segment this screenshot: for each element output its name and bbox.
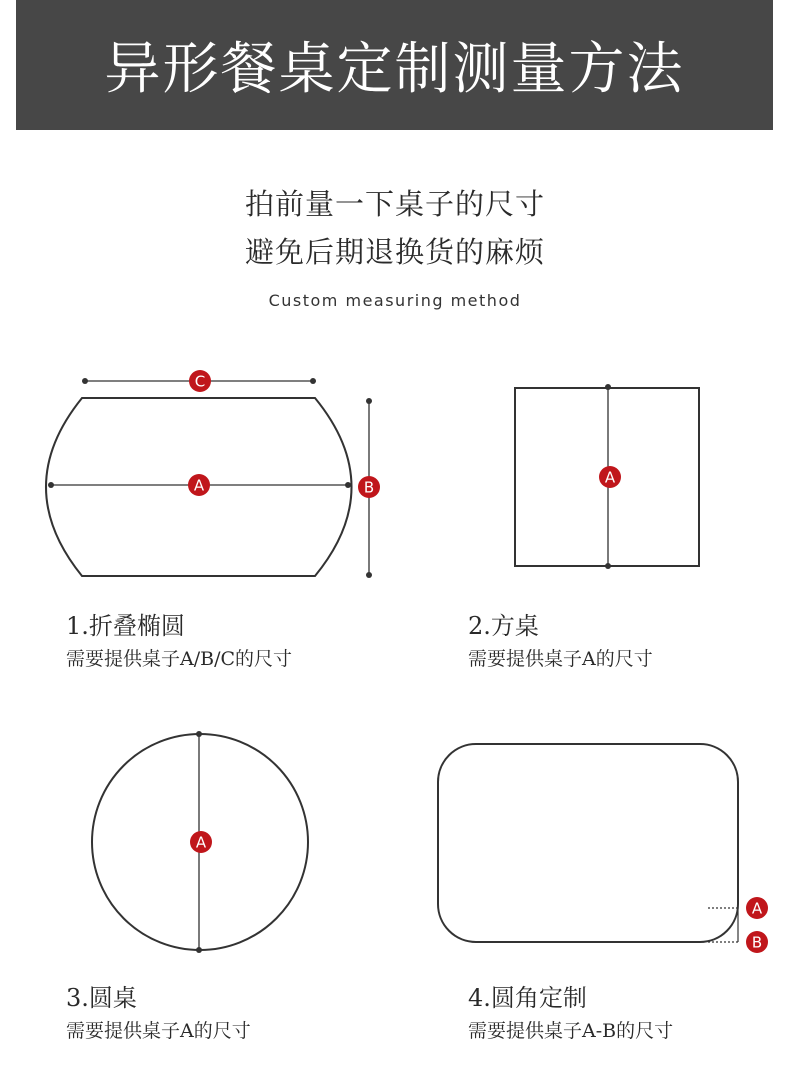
marker-b: [358, 476, 380, 498]
marker-b-label: B: [363, 478, 375, 497]
rounded-corner-table-diagram: [438, 744, 768, 953]
square-table-diagram: [515, 384, 699, 569]
folding-oval-diagram: [46, 370, 380, 578]
rounded-table-outline: [438, 744, 738, 942]
marker-a-label: A: [195, 833, 207, 852]
item-2-title: 2.方桌: [468, 612, 539, 640]
english-caption: Custom measuring method: [268, 291, 522, 310]
round-table-diagram: [92, 731, 308, 953]
marker-a: [188, 474, 210, 496]
intro-line-1: 拍前量一下桌子的尺寸: [244, 187, 545, 221]
marker-b-label: B: [751, 933, 763, 952]
item-2-desc: 需要提供桌子A的尺寸: [468, 648, 653, 670]
marker-c: [189, 370, 211, 392]
intro-line-2: 避免后期退换货的麻烦: [244, 235, 545, 269]
page-title: 异形餐桌定制测量方法: [104, 37, 685, 102]
marker-c-label: C: [194, 372, 206, 391]
marker-a-label: A: [604, 468, 616, 487]
item-3-desc: 需要提供桌子A的尺寸: [66, 1020, 251, 1042]
marker-a: [746, 897, 768, 919]
item-4-title: 4.圆角定制: [468, 984, 587, 1012]
item-4-desc: 需要提供桌子A-B的尺寸: [468, 1020, 674, 1042]
marker-b: [746, 931, 768, 953]
marker-a-label: A: [193, 476, 205, 495]
item-3-title: 3.圆桌: [66, 984, 137, 1012]
item-1-title: 1.折叠椭圆: [66, 612, 185, 640]
item-1-desc: 需要提供桌子A/B/C的尺寸: [66, 648, 293, 670]
marker-a-label: A: [751, 899, 763, 918]
marker-a: [599, 466, 621, 488]
marker-a: [190, 831, 212, 853]
